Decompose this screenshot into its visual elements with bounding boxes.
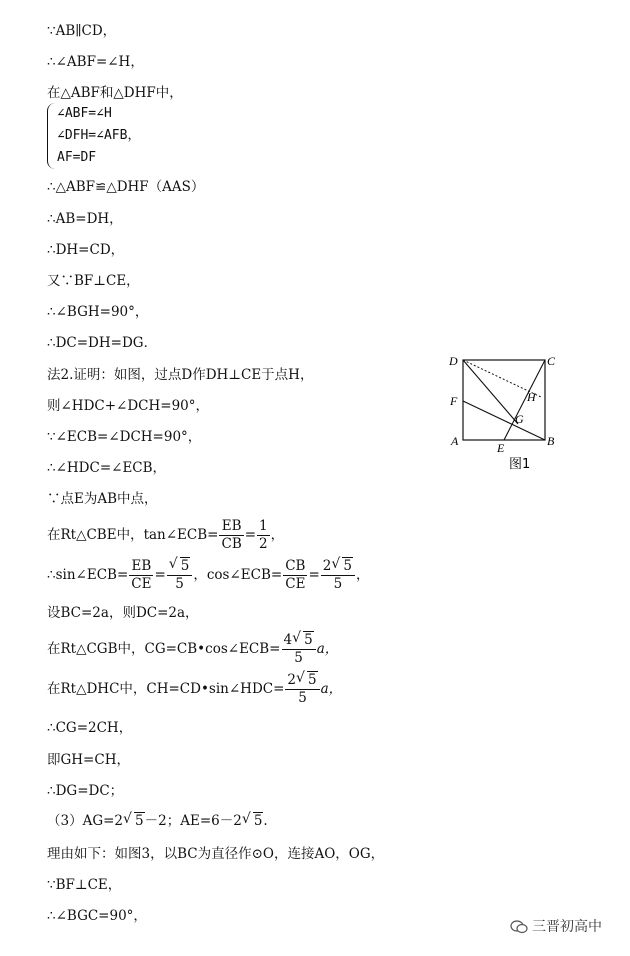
line-cg-value: 在Rt△CGB中，CG=CB•cos∠ECB= $\frac{4√ 5}{5}$ a， bbox=[47, 632, 338, 667]
watermark bbox=[510, 916, 602, 936]
line-gh-eq-ch: 即GH=CH， bbox=[47, 752, 130, 768]
fraction-eb-cb: $\frac{EB}{CB}$ bbox=[221, 518, 242, 552]
line-dg-eq-dc: ∴DG=DC； bbox=[47, 783, 124, 799]
geometry-diagram bbox=[445, 348, 565, 478]
line-ab-parallel-cd: ∵AB∥CD， bbox=[47, 23, 117, 39]
fraction-2root5-over-5-b: $\frac{2√ 5}{5}$ bbox=[285, 672, 319, 707]
fraction-2root5-over-5: $\frac{2√ 5}{5}$ bbox=[321, 558, 355, 593]
system-line-1: ∠ABF=∠H bbox=[57, 106, 112, 121]
figure-caption: 图1 bbox=[509, 457, 531, 472]
line-cg-eq-2ch: ∴CG=2CH， bbox=[47, 720, 133, 736]
line-dh-eq-cd: ∴DH=CD， bbox=[47, 242, 125, 258]
watermark-text: 三晋初高中 bbox=[532, 919, 602, 935]
line-ce bbox=[504, 360, 545, 440]
fraction-4root5-over-5: $\frac{4√ 5}{5}$ bbox=[282, 632, 316, 667]
line-ecb-dch-90: ∵∠ECB=∠DCH=90°， bbox=[47, 429, 202, 445]
system-line-2: ∠DFH=∠AFB， bbox=[57, 128, 141, 143]
line-hdc-dch-90: 则∠HDC+∠DCH=90°， bbox=[47, 398, 210, 414]
label-f: F bbox=[450, 394, 458, 408]
label-e: E bbox=[497, 441, 505, 455]
fraction-one-half: $\frac{1}{2}$ bbox=[259, 518, 268, 552]
label-h: H bbox=[527, 390, 536, 404]
line-tan-ecb: 在Rt△CBE中，tan∠ECB= $\frac{EB}{CB}$ = $\frac{1}{2}$ ， bbox=[47, 518, 285, 552]
line-sin-cos-ecb: ∴sin∠ECB= $\frac{EB}{CE}$ = √ $\frac{5}{5}$ ，cos∠ECB= $\frac{CB}{CE}$ = $\frac{2√ 5}{5}$ ， bbox=[47, 558, 369, 593]
fraction-root5-over-5: √ $\frac{5}{5}$ bbox=[167, 558, 193, 593]
line-fb bbox=[463, 401, 545, 440]
line-part-3-answer: （3）AG=2√ 5－2；AE=6－2√ 5. bbox=[47, 812, 268, 830]
label-g: G bbox=[515, 412, 524, 426]
line-in-triangles: 在△ABF和△DHF中， bbox=[47, 85, 183, 101]
label-a: A bbox=[451, 434, 459, 448]
line-congruent: ∴△ABF≌△DHF（AAS） bbox=[47, 179, 205, 195]
line-ch-value: 在Rt△DHC中，CH=CD•sin∠HDC= $\frac{2√ 5}{5}$ a， bbox=[47, 672, 342, 707]
line-angle-abf-eq-h: ∴∠ABF=∠H， bbox=[47, 54, 144, 70]
sqrt-5-b: √ 5 bbox=[242, 812, 264, 830]
tan-text: 在Rt△CBE中，tan∠ECB= bbox=[47, 527, 219, 543]
fraction-eb-ce: $\frac{EB}{CE}$ bbox=[131, 558, 152, 592]
left-brace bbox=[47, 103, 56, 169]
line-hdc-eq-ecb: ∴∠HDC=∠ECB， bbox=[47, 460, 167, 476]
system-line-3: AF=DF bbox=[57, 150, 97, 165]
line-ab-eq-dh: ∴AB=DH， bbox=[47, 211, 123, 227]
label-c: C bbox=[547, 354, 556, 368]
label-b: B bbox=[547, 434, 555, 448]
line-angle-bgh-90: ∴∠BGH=90°， bbox=[47, 304, 149, 320]
sqrt-5-a: √ 5 bbox=[123, 812, 145, 830]
figure-1 bbox=[445, 348, 565, 478]
line-method-2: 法2.证明：如图，过点D作DH⊥CE于点H， bbox=[47, 367, 314, 383]
line-bf-perp-ce-2: ∵BF⊥CE， bbox=[47, 877, 122, 893]
line-angle-bgc-90: ∴∠BGC=90°， bbox=[47, 908, 147, 924]
line-bf-perp-ce: 又∵BF⊥CE， bbox=[47, 273, 140, 289]
wechat-icon bbox=[510, 920, 528, 934]
fraction-cb-ce: $\frac{CB}{CE}$ bbox=[285, 558, 306, 592]
line-e-midpoint: ∵点E为AB中点， bbox=[47, 491, 158, 507]
line-set-bc: 设BC=2a，则DC=2a， bbox=[47, 605, 199, 621]
line-reason: 理由如下：如图3，以BC为直径作⊙O，连接AO，OG， bbox=[47, 846, 385, 862]
label-d: D bbox=[449, 354, 458, 368]
line-dc-eq-dh-eq-dg: ∴DC=DH=DG． bbox=[47, 335, 158, 351]
